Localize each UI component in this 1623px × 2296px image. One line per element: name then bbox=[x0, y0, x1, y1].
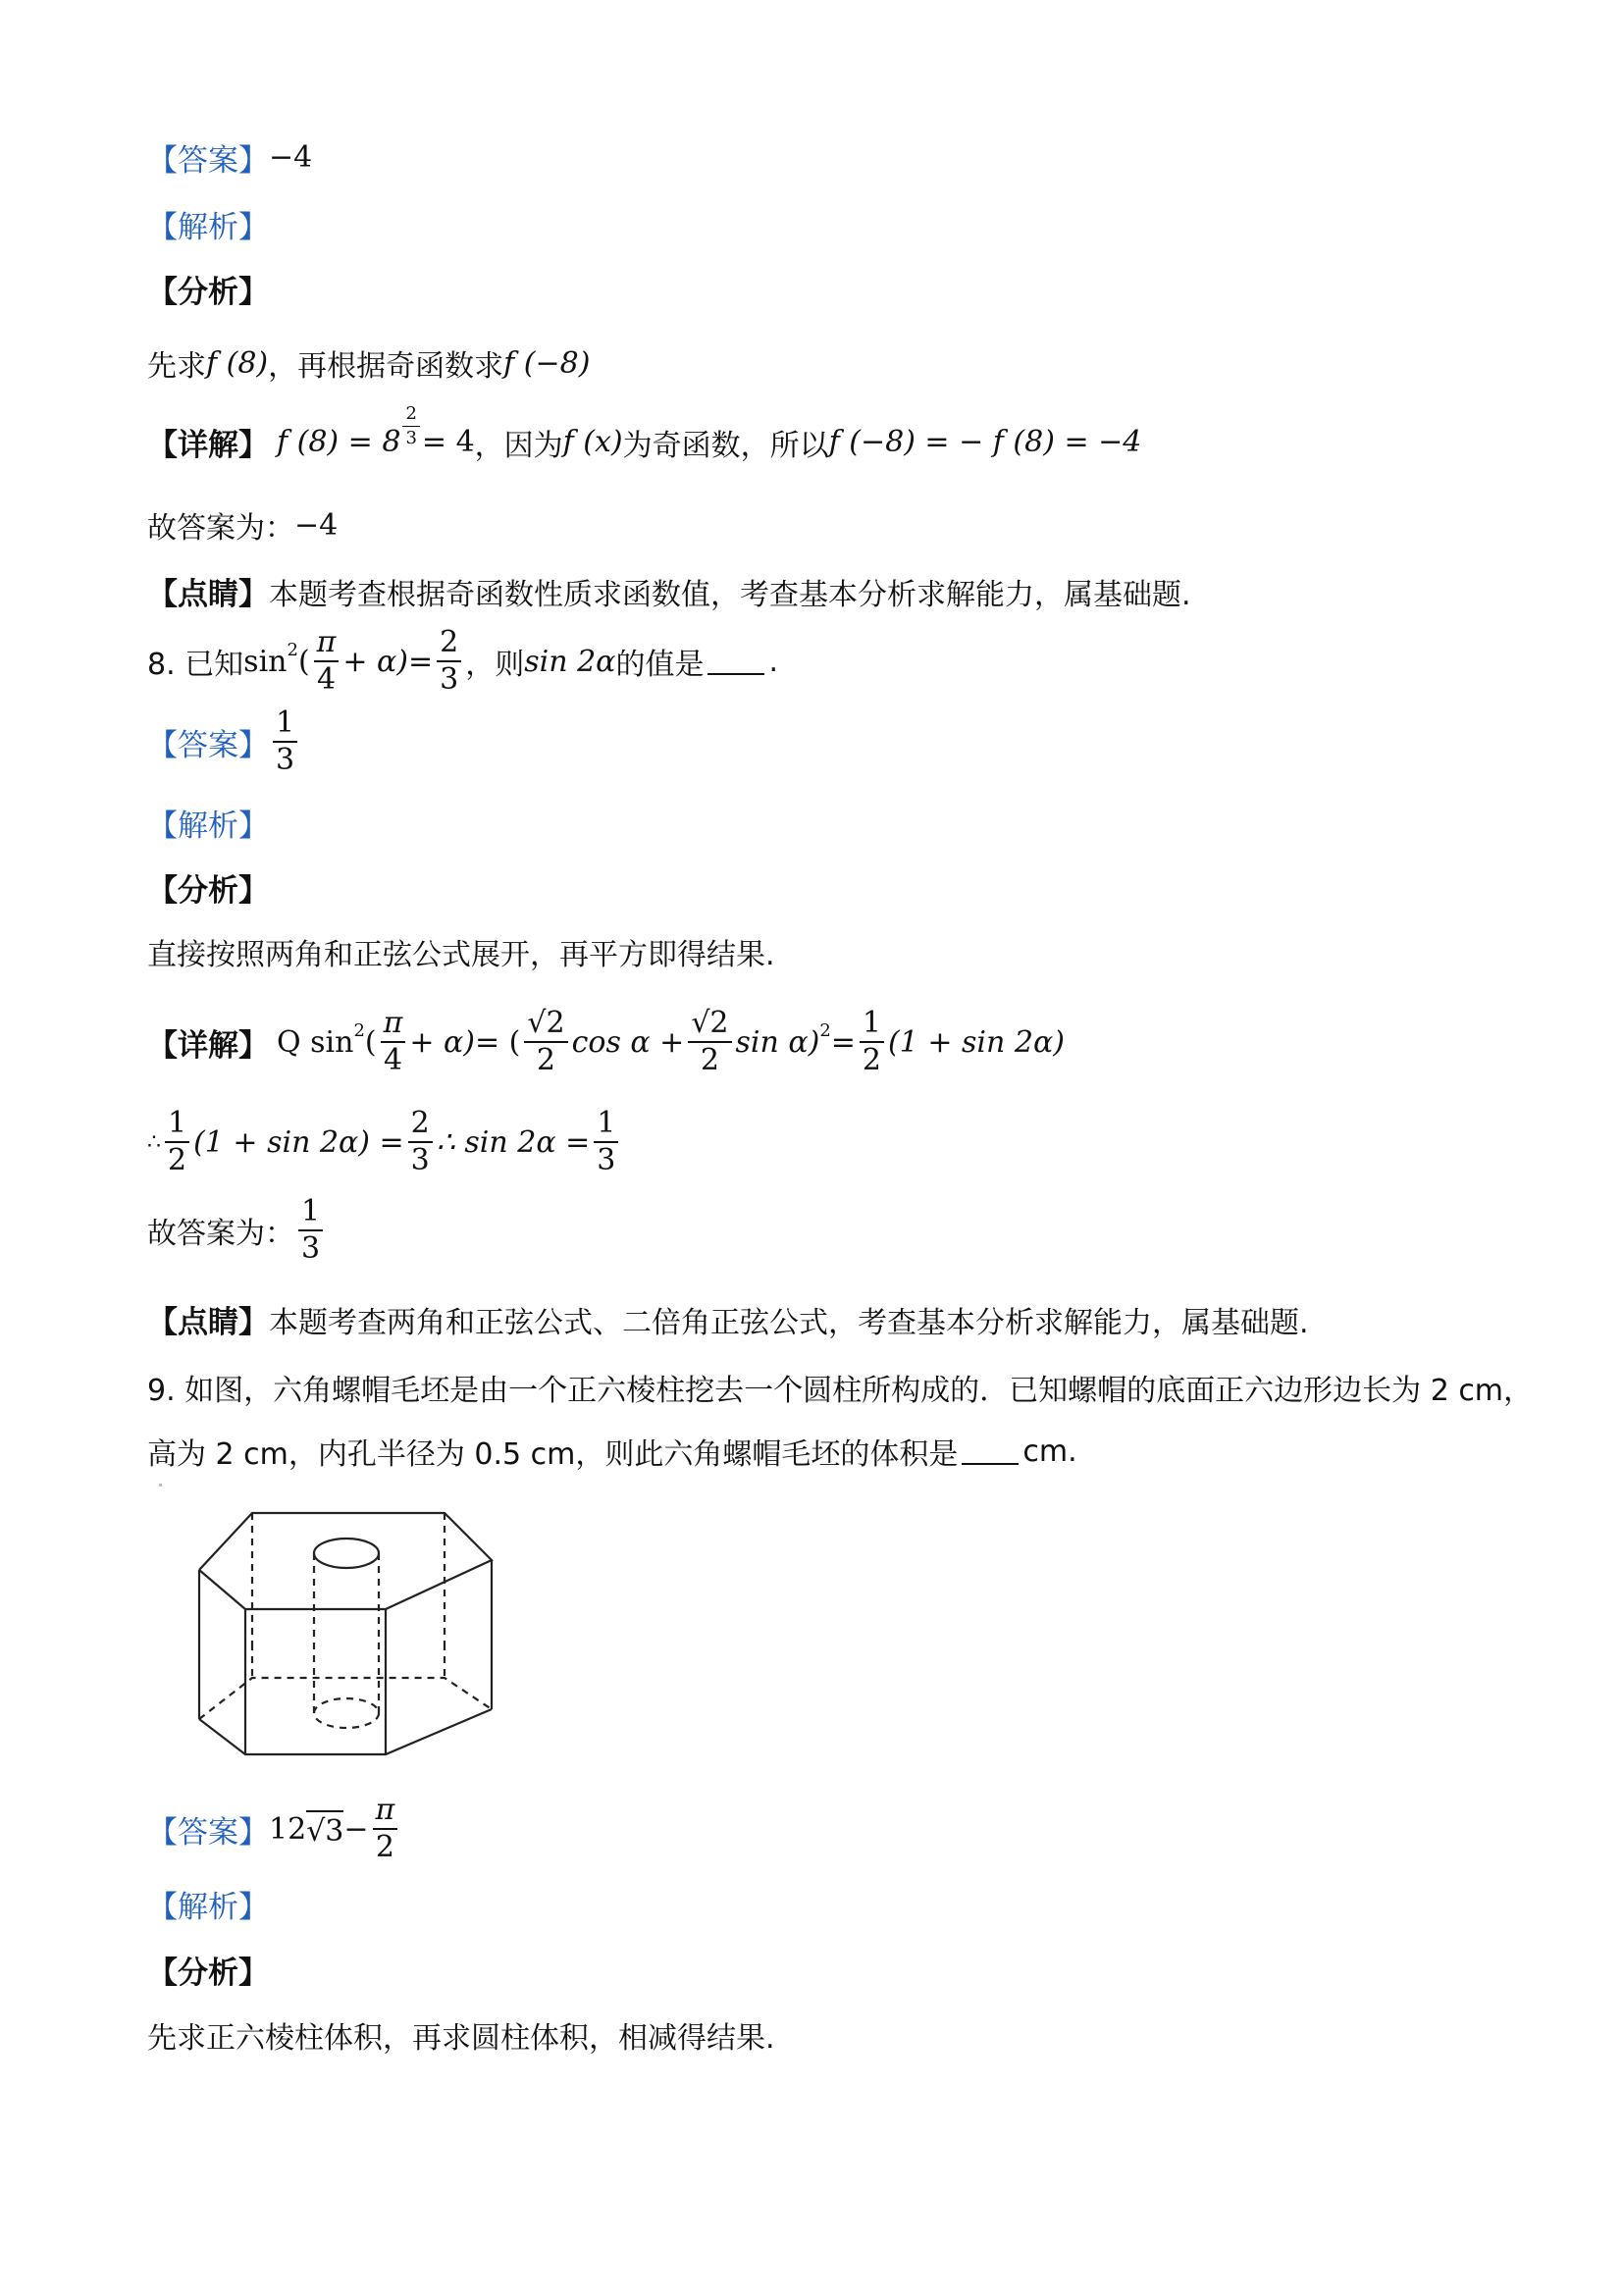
analysis-tag: 【解析】 bbox=[147, 210, 269, 245]
q9-stem-line1: 9. 如图，六角螺帽毛坯是由一个正六棱柱挖去一个圆柱所构成的．已知螺帽的底面正六边形边长为 2 cm， bbox=[147, 1374, 1534, 1408]
q8-analysis-line: 【解析】 bbox=[147, 809, 269, 844]
q9-analysis-line: 【解析】 bbox=[147, 1890, 269, 1925]
hole-bottom bbox=[314, 1698, 379, 1728]
detail-tag: 【详解】 bbox=[147, 428, 269, 463]
q7-exponent: $\frac{2}{3}$ bbox=[402, 405, 419, 447]
q7-answer-value: −4 bbox=[269, 140, 313, 175]
answer-tag: 【答案】 bbox=[147, 143, 269, 179]
q8-comment: 【点睛】 本题考查两角和正弦公式、二倍角正弦公式，考查基本分析求解能力，属基础题. bbox=[147, 1305, 1309, 1340]
q7-comment: 【点睛】 本题考查根据奇函数性质求函数值，考查基本分析求解能力，属基础题. bbox=[147, 569, 1191, 613]
q7-analysis-line bbox=[147, 202, 269, 246]
two-thirds: $\frac{2}{3}$ bbox=[437, 628, 461, 695]
q7-fenxi-line bbox=[147, 267, 269, 311]
q9-stem-line2: 高为 2 cm，内孔半径为 0.5 cm，则此六角螺帽毛坯的体积是 cm. bbox=[147, 1434, 1077, 1472]
hex-top-face bbox=[199, 1513, 492, 1609]
q9-fenxi-text: 先求正六棱柱体积，再求圆柱体积，相减得结果. bbox=[147, 2021, 775, 2056]
q7-detail-line: 【详解】 f (8) = 8 $\frac{2}{3}$ = 4 ，因为 f (x) 为奇函数，所以 f (−8) = − f (8) = −4 bbox=[147, 403, 1142, 463]
q8-detail-line: 【详解】 Q sin 2 ( $\frac{\pi}{4}$ + α) = ( $\frac{√2}{2}$ cos α + $\frac{√2}{2}$ sin α) 2 = $\frac{1}{2}$ (1 + sin 2α) bbox=[147, 1006, 1065, 1077]
fenxi-tag: 【分析】 bbox=[147, 275, 269, 310]
q8-detail-line2: ∴ $\frac{1}{2}$ (1 + sin 2α) = $\frac{2}{3}$ ∴ sin 2α = $\frac{1}{3}$ bbox=[147, 1109, 622, 1175]
q7-answer-line bbox=[147, 135, 312, 180]
comment-tag: 【点睛】 bbox=[147, 577, 269, 612]
q8-answer-fraction: $\frac{1}{3}$ bbox=[273, 708, 297, 775]
hole-top bbox=[314, 1539, 379, 1568]
q7-final-answer: 故答案为： −4 bbox=[147, 507, 339, 546]
q8-stem: 8. 已知 sin 2 ( $\frac{\pi}{4}$ + α) = $\frac{2}{3}$ ，则 sin 2α 的值是 . bbox=[147, 625, 778, 697]
answer-blank bbox=[707, 648, 764, 675]
q8-final-answer: 故答案为： $\frac{1}{3}$ bbox=[147, 1197, 327, 1264]
answer-blank bbox=[962, 1437, 1019, 1465]
stray-dot bbox=[159, 1484, 162, 1487]
q8-fenxi-line: 【分析】 bbox=[147, 873, 269, 909]
q8-answer-line: 【答案】 $\frac{1}{3}$ bbox=[147, 708, 301, 775]
pi-over-four: $\frac{\pi}{4}$ bbox=[314, 628, 340, 695]
q9-fenxi-line: 【分析】 bbox=[147, 1956, 269, 1991]
hex-nut-figure bbox=[191, 1491, 505, 1766]
q9-answer-line: 【答案】 12 √3 − $\frac{\pi}{2}$ bbox=[147, 1796, 401, 1862]
q8-fenxi-text: 直接按照两角和正弦公式展开，再平方即得结果. bbox=[147, 938, 775, 972]
q7-fenxi-text: 先求 f (8) ，再根据奇函数求 f (−8) bbox=[147, 345, 591, 384]
